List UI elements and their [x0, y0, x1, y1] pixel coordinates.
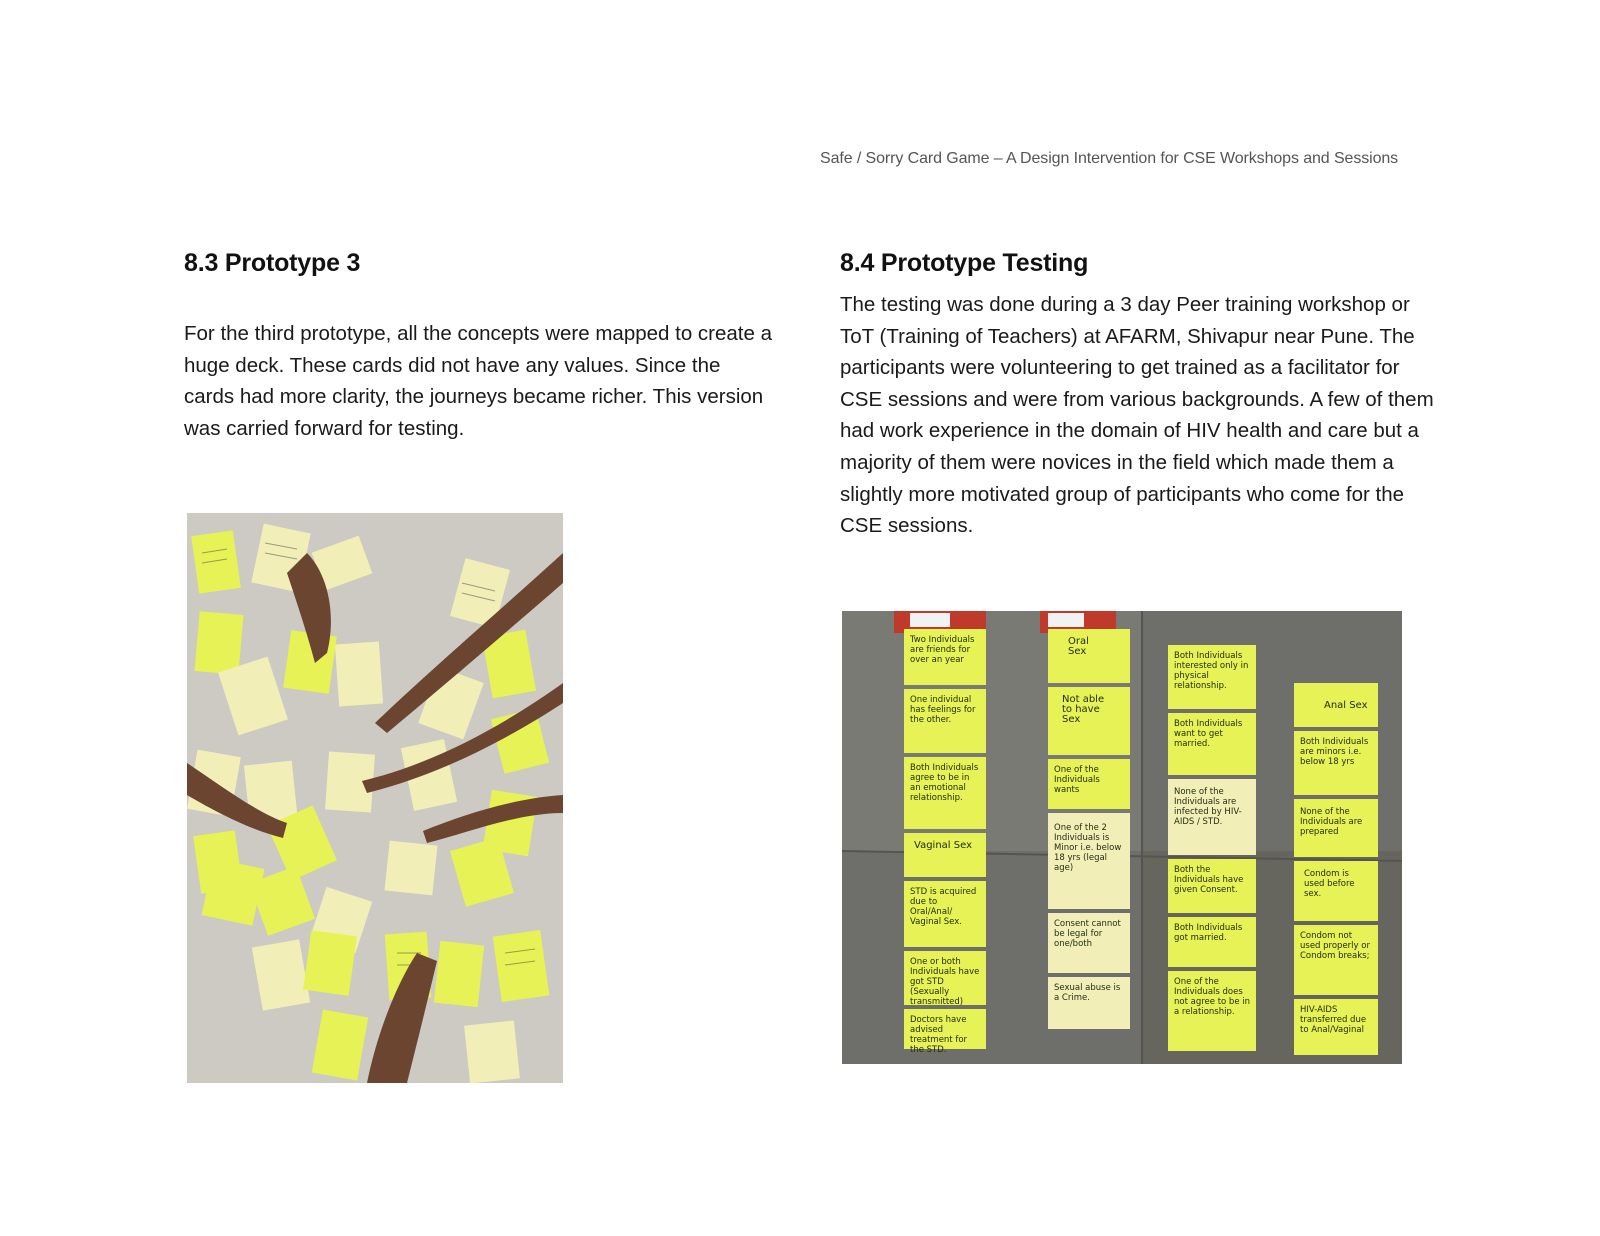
- card: Consent cannot be legal for one/both: [1048, 913, 1130, 973]
- card: Vaginal Sex: [904, 833, 986, 877]
- card: Condom not used properly or Condom breaks;: [1294, 925, 1378, 995]
- card: None of the Individuals are prepared: [1294, 799, 1378, 857]
- section-heading: 8.3 Prototype 3: [184, 249, 361, 277]
- section-body: For the third prototype, all the concepts were mapped to create a huge deck. These cards did not have any values. Since the cards had more clarity, the journeys became richer. This version was carried forward for testing.: [184, 322, 772, 440]
- card-column-3: [1168, 645, 1256, 1051]
- card: One of the 2 Individuals is Minor i.e. below 18 yrs (legal age): [1048, 813, 1130, 909]
- card: One of the Individuals does not agree to be in a relationship.: [1168, 971, 1256, 1051]
- card: Two Individuals are friends for over an year: [904, 629, 986, 685]
- card: Doctors have advised treatment for the STD.: [904, 1009, 986, 1049]
- card: One or both Individuals have got STD (Sexually transmitted): [904, 951, 986, 1005]
- photo-card-journeys: [842, 611, 1402, 1064]
- card-column-2: [1048, 629, 1130, 1029]
- card: Both Individuals want to get married.: [1168, 713, 1256, 775]
- card: Anal Sex: [1294, 683, 1378, 727]
- card: Both Individuals agree to be in an emotional relationship.: [904, 757, 986, 829]
- card: Oral Sex: [1048, 629, 1130, 683]
- card: Condom is used before sex.: [1294, 861, 1378, 921]
- card: Both the Individuals have given Consent.: [1168, 859, 1256, 913]
- card-column-4: [1294, 683, 1378, 1055]
- card: Both Individuals are minors i.e. below 18 yrs: [1294, 731, 1378, 795]
- section-heading: 8.4 Prototype Testing: [840, 249, 1089, 277]
- card-columns: [842, 611, 1402, 1064]
- card: STD is acquired due to Oral/Anal/ Vaginal Sex.: [904, 881, 986, 947]
- card: One of the Individuals wants: [1048, 759, 1130, 809]
- photo-illustration: [187, 513, 563, 1083]
- section-prototype-testing: [840, 246, 1440, 280]
- section-body: The testing was done during a 3 day Peer training workshop or ToT (Training of Teachers) at AFARM, Shivapur near Pune. The participants were volunteering to get trained as a facilitator for CSE sessions and were from various backgrounds. A few of them had work experience in the domain of HIV health and care but a majority of them were novices in the field which made them a slightly more motivated group of participants who come for the CSE sessions.: [840, 293, 1434, 538]
- card: One individual has feelings for the other.: [904, 689, 986, 753]
- section-prototype-3: [184, 246, 764, 280]
- photo-cards-on-table: [187, 513, 563, 1083]
- running-header: Safe / Sorry Card Game – A Design Intervention for CSE Workshops and Sessions: [820, 150, 1399, 167]
- card: HIV-AIDS transferred due to Anal/Vaginal: [1294, 999, 1378, 1055]
- card: None of the Individuals are infected by HIV-AIDS / STD.: [1168, 779, 1256, 855]
- card: Both Individuals interested only in physical relationship.: [1168, 645, 1256, 709]
- card: Sexual abuse is a Crime.: [1048, 977, 1130, 1029]
- card-column-1: [904, 629, 986, 1055]
- card: Both Individuals got married.: [1168, 917, 1256, 967]
- card: Not able to have Sex: [1048, 687, 1130, 755]
